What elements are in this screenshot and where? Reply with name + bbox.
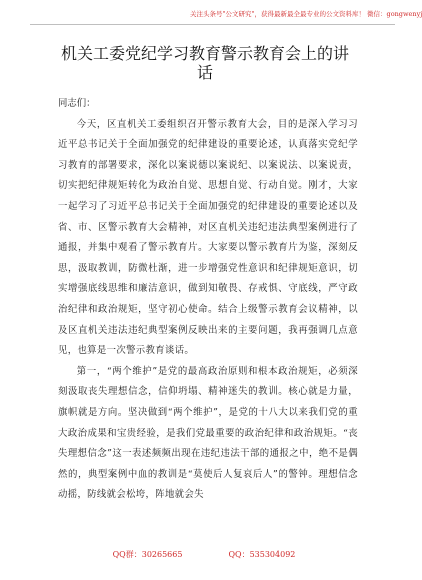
paragraph-first-point: 第一，“两个维护”是党的最高政治原则和根本政治规矩，必须深刻汲取丧失理想信念，信仰坍塌、精神迷失的教训。核心就是力量，旗帜就是方向。坚决做到“两个维护”，是党的十八大以来我们党的重大政治成果和宝贵经验，是我们党最重要的政治纪律和政治规矩。“丧失理想信念”这一表述频频出现在违纪违法干部的通报之中，绝不是偶然的，典型案例中血的教训是“莫使后人复哀后人”的警钟。理想信念动摇，防线就会松垮，阵地就会失 bbox=[58, 365, 358, 501]
greeting: 同志们： bbox=[58, 98, 96, 109]
document-title: 机关工委党纪学习教育警示教育会上的讲话 bbox=[60, 44, 349, 82]
footer-qq-number: QQ：535304092 bbox=[228, 550, 296, 559]
footer bbox=[0, 549, 408, 560]
document-body bbox=[58, 94, 358, 506]
header-divider bbox=[30, 24, 395, 25]
paragraph-intro: 今天，区直机关工委组织召开警示教育大会，目的是深入学习习近平总书记关于全面加强党的纪律建设的重要论述，认真落实党纪学习教育的部署要求，深化以案说德以案说纪、以案说法、以案说责，切实把纪律规矩转化为政治自觉、思想自觉、行动自觉。刚才，大家一起学习了习近平总书记关于全面加强党的纪律建设的重要论述以及省、市、区警示教育大会精神，对区直机关违纪违法典型案例进行了通报，并集中观看了警示教育片。大家要以警示教育片为鉴，深刻反思，汲取教训，防微杜渐，进一步增强党性意识和纪律规矩意识，切实增强底线思维和廉洁意识，做到知敬畏、存戒惧、守底线，严守政治纪律和政治规矩，坚守初心使命。结合上级警示教育会议精神，以及区直机关违法违纪典型案例反映出来的主要问题，我再强调几点意见，也算是一次警示教育谈话。 bbox=[58, 118, 358, 357]
footer-qq-group: QQ群：30265665 bbox=[112, 550, 183, 559]
header-banner: 关注头条号"公文研究"，获得最新最全最专业的公文资料库！ 微信：gongwenyj bbox=[190, 10, 422, 18]
